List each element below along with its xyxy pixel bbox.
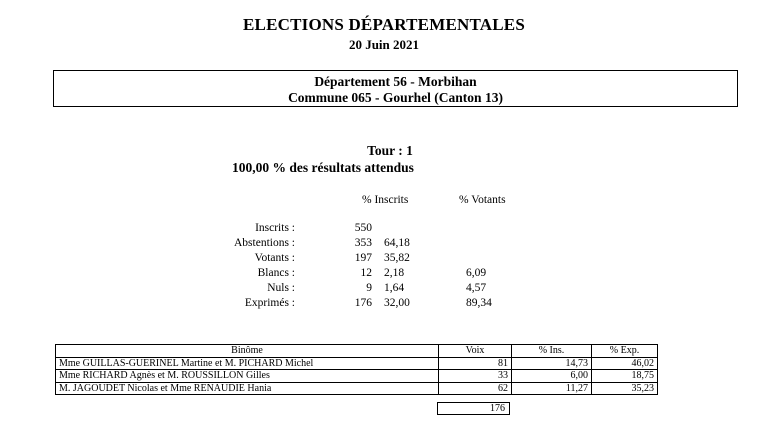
stat-value: 176 [354,297,372,309]
stat-pct-votants: 6,09 [466,267,487,279]
voix-cell: 33 [439,370,512,383]
location-box [53,70,738,107]
col-pct-ins: % Ins. [512,345,592,358]
stat-label: Blancs : [257,267,295,279]
stat-pct-inscrits: 1,64 [384,282,405,294]
stat-value: 12 [360,267,372,279]
stat-value: 197 [354,252,372,264]
col-header-pct-votants: % Votants [459,194,506,206]
pct-exp-cell: 35,23 [592,382,658,395]
results-table [55,344,658,395]
stat-pct-inscrits: 2,18 [384,267,405,279]
department-label: Département 56 - Morbihan [314,74,477,89]
voix-cell: 81 [439,357,512,370]
stat-label: Inscrits : [255,222,295,234]
stat-value: 9 [366,282,372,294]
stat-label: Votants : [254,252,295,264]
commune-label: Commune 065 - Gourhel (Canton 13) [288,90,503,105]
round-label: Tour : 1 [367,143,413,158]
col-binome: Binôme [56,345,439,358]
voix-cell: 62 [439,382,512,395]
election-date: 20 Juin 2021 [348,37,420,52]
pct-exp-cell: 18,75 [592,370,658,383]
table-row [56,357,658,370]
col-pct-exp: % Exp. [592,345,658,358]
results-header-row [56,345,658,358]
stat-pct-votants: 89,34 [466,297,492,309]
total-voix: 176 [437,402,510,415]
page-title: ELECTIONS DÉPARTEMENTALES [243,15,525,34]
table-row [56,382,658,395]
binome-cell: Mme RICHARD Agnès et M. ROUSSILLON Gilles [56,370,439,383]
pct-ins-cell: 6,00 [512,370,592,383]
binome-cell: M. JAGOUDET Nicolas et Mme RENAUDIE Hania [56,382,439,395]
binome-cell: Mme GUILLAS-GUERINEL Martine et M. PICHARD Michel [56,357,439,370]
results-expected: 100,00 % des résultats attendus [232,160,414,175]
stat-pct-inscrits: 35,82 [384,252,410,264]
stat-label: Abstentions : [233,237,295,249]
stat-pct-inscrits: 64,18 [384,237,410,249]
stat-value: 550 [354,222,372,234]
stat-label: Nuls : [267,282,295,294]
pct-ins-cell: 14,73 [512,357,592,370]
stat-value: 353 [354,237,372,249]
stat-pct-votants: 4,57 [466,282,487,294]
stat-pct-inscrits: 32,00 [384,297,410,309]
table-row [56,370,658,383]
col-header-pct-inscrits: % Inscrits [362,194,409,206]
stat-label: Exprimés : [244,297,295,309]
pct-ins-cell: 11,27 [512,382,592,395]
col-voix: Voix [439,345,512,358]
pct-exp-cell: 46,02 [592,357,658,370]
